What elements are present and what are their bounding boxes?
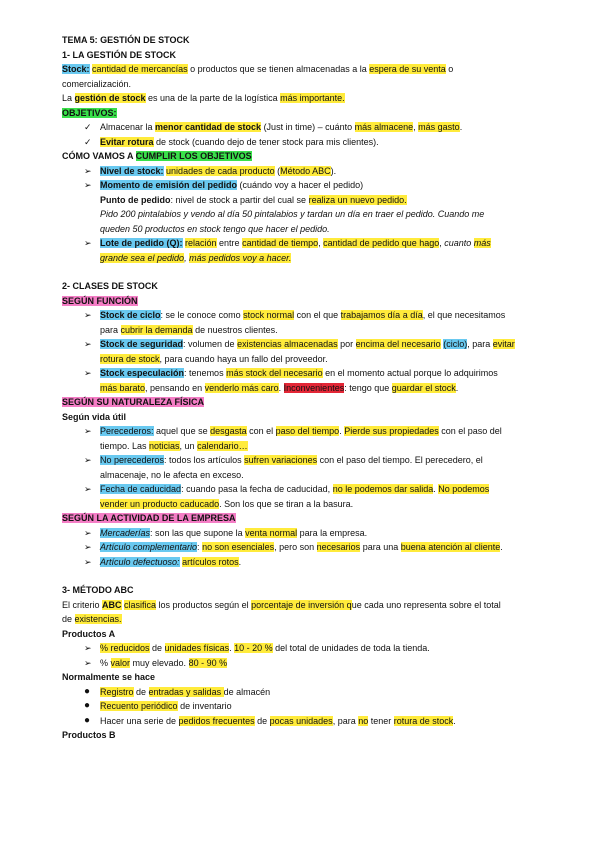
criterio-abc-cont: de existencias. [62, 614, 122, 624]
arrow-bullet-icon: ➢ [84, 165, 92, 176]
perecederos-cont: tiempo. Las noticias, un calendario… [100, 440, 248, 451]
section-1-heading: 1- LA GESTIÓN DE STOCK [62, 49, 177, 60]
segun-actividad-heading: SEGÚN LA ACTIVIDAD DE LA EMPRESA [62, 513, 236, 523]
no-perecederos-cont: almacenaje, no le afecta en exceso. [100, 469, 244, 480]
productos-a-item-2: ➢ % valor muy elevado. 80 - 90 % [62, 656, 542, 671]
objective-2: ✓ Evitar rotura de stock (cuando dejo de tener stock para mis clientes). [62, 135, 542, 150]
segun-funcion-heading: SEGÚN FUNCIÓN [62, 295, 138, 306]
como-cumplir-heading: CÓMO VAMOS A CUMPLIR LOS OBJETIVOS [62, 151, 252, 161]
normalmente-heading: Normalmente se hace [62, 672, 156, 682]
stock-definition-cont: comercialización. [62, 78, 132, 89]
productos-a-item-1: ➢ % reducidos de unidades físicas. 10 - 20 % del total de unidades de toda la tienda. [62, 641, 542, 656]
segun-vida-util: Según vida útil [62, 411, 127, 422]
stock-ciclo-item: ➢ Stock de ciclo: se le conoce como stock normal con el que trabajamos día a día, el que necesitamos [62, 308, 542, 323]
perecederos-item: ➢ Perecederos: aquel que se desgasta con el paso del tiempo. Pierde sus propiedades con el paso del [62, 424, 542, 439]
arrow-bullet-icon: ➢ [84, 542, 92, 552]
arrow-bullet-icon: ➢ [84, 339, 92, 349]
document-title: TEMA 5: GESTIÓN DE STOCK [62, 35, 190, 45]
arrow-bullet-icon: ➢ [84, 527, 92, 538]
objetivos-label: OBJETIVOS: [62, 107, 117, 118]
stock-seguridad-item: ➢ Stock de seguridad: volumen de existencias almacenadas por encima del necesario (ciclo), para evitar [62, 337, 542, 352]
stock-definition: Stock: cantidad de mercancías o productos que se tienen almacenadas a la espera de su venta o [62, 64, 454, 74]
lote-pedido-cont: grande sea el pedido, más pedidos voy a hacer. [100, 252, 292, 263]
registro-item: ● Registro de entradas y salidas de almacén [62, 685, 542, 700]
arrow-bullet-icon: ➢ [84, 368, 92, 378]
fecha-caducidad-cont: vender un producto caducado. Son los que se tiran a la basura. [100, 498, 354, 509]
arrow-bullet-icon: ➢ [84, 426, 92, 436]
stock-seguridad-cont: rotura de stock, para cuando haya un fallo del proveedor. [100, 353, 328, 364]
stock-ciclo-cont: para cubrir la demanda de nuestros clientes. [100, 324, 278, 335]
fecha-caducidad-item: ➢ Fecha de caducidad: cuando pasa la fecha de caducidad, no le podemos dar salida. No podemos [62, 482, 542, 497]
arrow-bullet-icon: ➢ [84, 310, 92, 320]
stock-especulacion-item: ➢ Stock especulación: tenemos más stock del necesario en el momento actual porque lo adquirimos [62, 366, 542, 381]
no-perecederos-item: ➢ No perecederos: todos los artículos sufren variaciones con el paso del tiempo. El perecedero, el [62, 453, 542, 468]
punto-pedido-line: Punto de pedido: nivel de stock a partir del cual se realiza un nuevo pedido. [100, 194, 407, 205]
arrow-bullet-icon: ➢ [84, 657, 92, 668]
productos-b-heading: Productos B [62, 730, 116, 740]
arrow-bullet-icon: ➢ [84, 180, 92, 190]
recuento-item: ● Recuento periódico de inventario [62, 699, 542, 714]
articulo-defectuoso-item: ➢ Artículo defectuoso: artículos rotos. [62, 555, 542, 570]
criterio-abc-line: El criterio ABC clasifica los productos según el porcentaje de inversión que cada uno representa sobre el total [62, 599, 501, 610]
lote-pedido-item: ➢ Lote de pedido (Q): relación entre cantidad de tiempo, cantidad de pedido que hago, cuanto más [62, 236, 542, 251]
mercaderias-item: ➢ Mercaderías: son las que supone la venta normal para la empresa. [62, 526, 542, 541]
document-page [62, 33, 542, 743]
pedidos-item: ● Hacer una serie de pedidos frecuentes de pocas unidades, para no tener rotura de stock. [62, 714, 542, 729]
arrow-bullet-icon: ➢ [84, 643, 92, 653]
bullet-icon: ● [84, 714, 91, 726]
stock-especulacion-cont: más barato, pensando en venderlo más caro. Inconvenientes: tengo que guardar el stock. [100, 382, 459, 393]
check-icon: ✓ [84, 136, 92, 147]
example-line-1: Pido 200 pintalabios y vendo al día 50 pintalabios y tardan un día en traer el pedido. Cuando me [100, 209, 485, 219]
bullet-icon: ● [84, 685, 91, 697]
example-line-2: queden 50 productos en stock tengo que hacer el pedido. [100, 223, 330, 234]
check-icon: ✓ [84, 122, 92, 132]
arrow-bullet-icon: ➢ [84, 556, 92, 567]
arrow-bullet-icon: ➢ [84, 455, 92, 465]
bullet-icon: ● [84, 700, 91, 711]
gestion-stock-line: La gestión de stock es una de la parte de la logística más importante. [62, 93, 345, 103]
articulo-complementario-item: ➢ Artículo complementario: no son esenciales, pero son necesarios para una buena atención al cliente. [62, 540, 542, 555]
section-3-heading: 3- MÉTODO ABC [62, 585, 134, 595]
momento-emision-item: ➢ Momento de emisión del pedido (cuándo voy a hacer el pedido) [62, 178, 542, 193]
arrow-bullet-icon: ➢ [84, 484, 92, 494]
segun-naturaleza-heading: SEGÚN SU NATURALEZA FÍSICA [62, 397, 205, 407]
section-2-heading: 2- CLASES DE STOCK [62, 281, 158, 291]
arrow-bullet-icon: ➢ [84, 238, 92, 248]
nivel-stock-item: ➢ Nivel de stock: unidades de cada producto (Método ABC). [62, 164, 542, 179]
objective-1: ✓ Almacenar la menor cantidad de stock (Just in time) – cuánto más almacene, más gasto. [62, 120, 542, 135]
productos-a-heading: Productos A [62, 628, 116, 639]
